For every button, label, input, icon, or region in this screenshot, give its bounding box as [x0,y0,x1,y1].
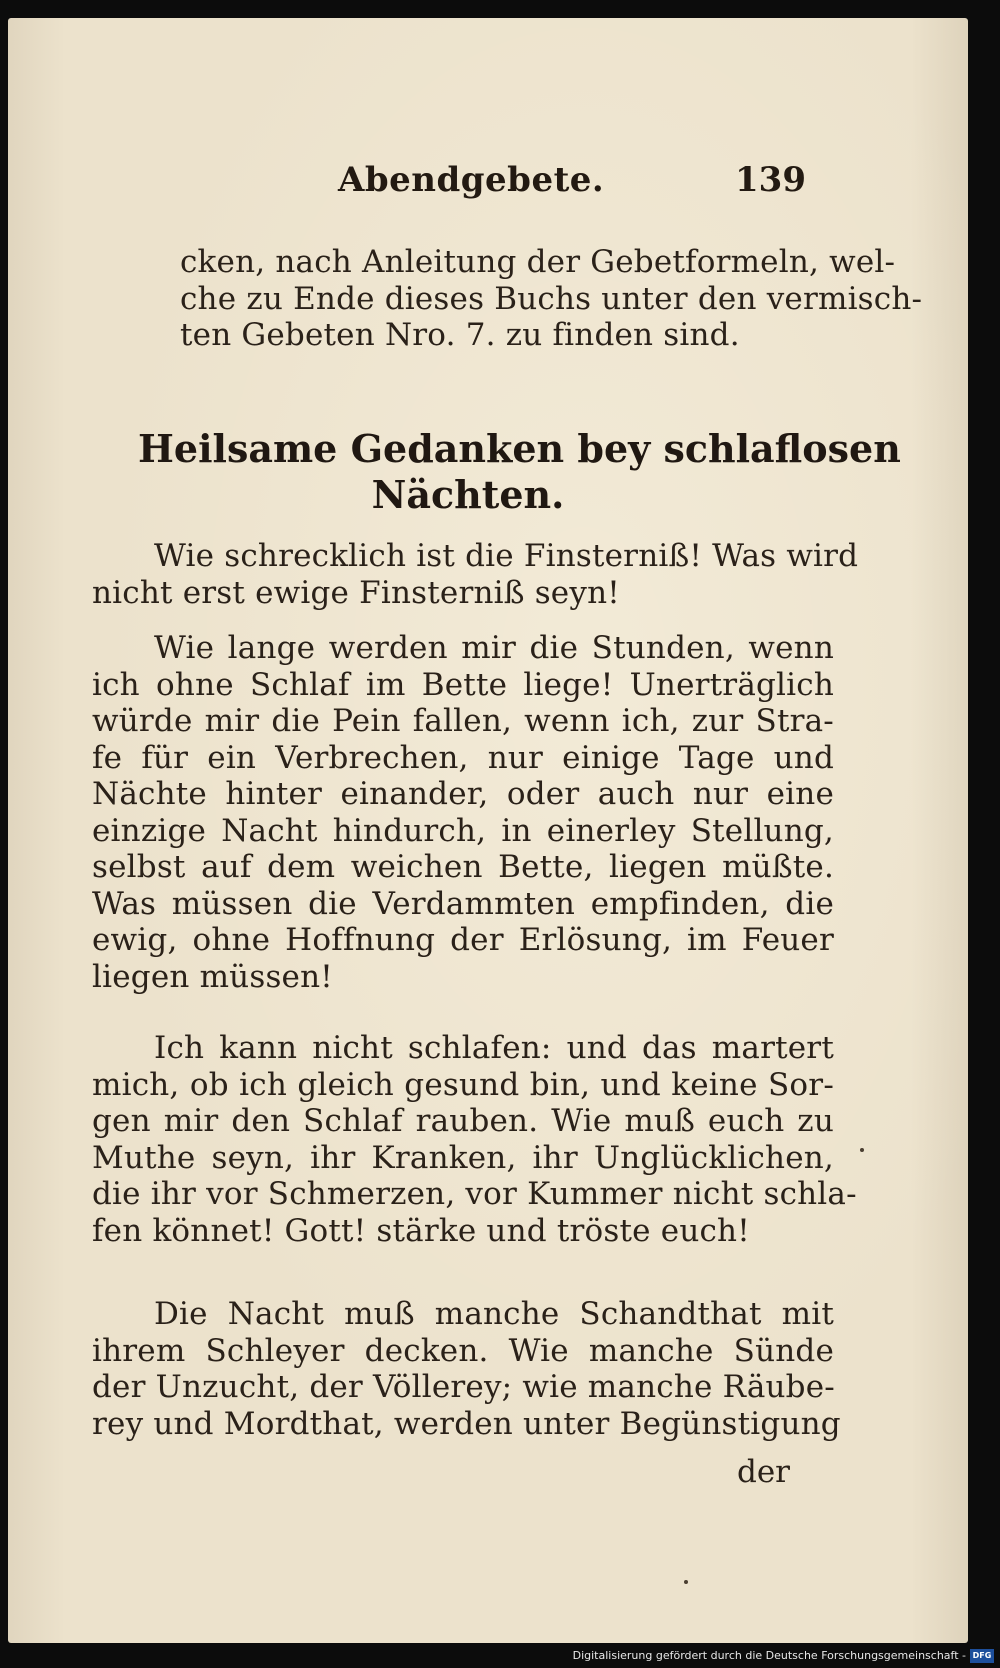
paragraph-4 [92,1296,841,1442]
text-line: rey und Mordthat, werden unter Begünstigung [92,1405,841,1442]
text-line: Die Nacht muß manche Schandthat mit [154,1296,834,1332]
text-line: cken, nach Anleitung der Gebetformeln, wel- [180,244,896,280]
text-line: che zu Ende dieses Buchs unter den vermisch- [180,280,923,317]
text-line: fe für ein Verbrechen, nur einige Tage und [92,739,834,776]
catchword: der [736,1454,790,1490]
text-line: selbst auf dem weichen Bette, liegen müßte. [92,849,834,885]
text-line: würde mir die Pein fallen, wenn ich, zur Stra- [92,703,834,739]
text-line: der Unzucht, der Völlerey; wie manche Räube- [92,1369,835,1405]
dfg-logo: DFG [970,1649,994,1663]
page-number: 139 [735,160,806,200]
text-line: fen könnet! Gott! stärke und tröste euch! [92,1212,750,1249]
paragraph-1 [92,538,859,611]
book-page [8,18,968,1643]
section-title-line: Nächten. [371,472,565,517]
footer-credit: Digitalisierung gefördert durch die Deutsche Forschungsgemeinschaft - [572,1649,966,1662]
section-title [138,426,901,518]
paper-speck [684,1580,688,1584]
section-title-line: Heilsame Gedanken bey schlaflosen [138,426,901,471]
text-line: Muthe seyn, ihr Kranken, ihr Unglücklichen, [92,1139,834,1176]
text-line: ich ohne Schlaf im Bette liege! Unerträglich [92,666,834,703]
text-line: Nächte hinter einander, oder auch nur eine [92,776,834,812]
text-line: Wie lange werden mir die Stunden, wenn [154,630,834,666]
paragraph-3 [92,1030,857,1249]
text-line: liegen müssen! [92,958,333,995]
paper-speck [860,1148,864,1152]
digitization-footer [0,1646,1000,1668]
text-line: Wie schrecklich ist die Finsterniß! Was wird [154,538,859,574]
text-line: ewig, ohne Hoffnung der Erlösung, im Feuer [92,922,834,958]
text-line: einzige Nacht hindurch, in einerley Stellung, [92,812,834,849]
text-line: Was müssen die Verdammten empfinden, die [92,885,834,922]
paragraph-2 [92,630,834,995]
text-line: ten Gebeten Nro. 7. zu finden sind. [180,317,740,353]
running-head: Abendgebete. [338,160,605,200]
page-header [8,160,968,204]
text-line: mich, ob ich gleich gesund bin, und keine Sor- [92,1066,834,1103]
continued-text [180,244,923,354]
text-line: gen mir den Schlaf rauben. Wie muß euch zu [92,1103,834,1139]
text-line: ihrem Schleyer decken. Wie manche Sünde [92,1332,834,1369]
text-line: nicht erst ewige Finsterniß seyn! [92,574,620,611]
text-line: Ich kann nicht schlafen: und das martert [154,1030,834,1066]
text-line: die ihr vor Schmerzen, vor Kummer nicht schla- [92,1176,857,1212]
